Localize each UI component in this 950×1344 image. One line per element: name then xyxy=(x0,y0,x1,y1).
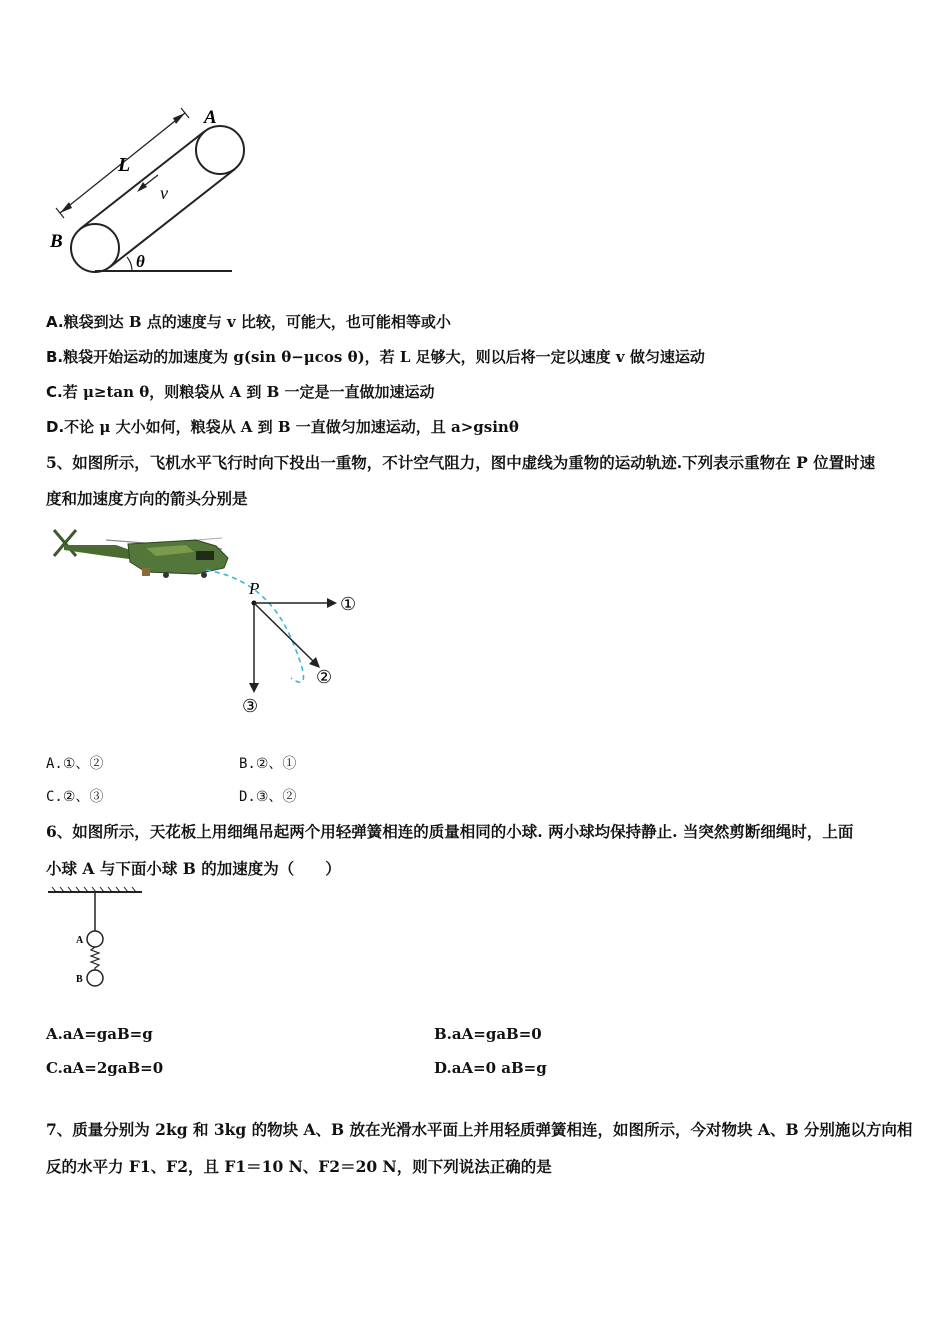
q5-option-a: A.①、② xyxy=(46,756,104,772)
ball-b-label: B xyxy=(76,974,83,985)
ball-b xyxy=(87,970,103,986)
q4-option-d: D.不论 μ 大小如何，粮袋从 A 到 B 一直做匀加速运动，且 a>gsinθ xyxy=(46,418,519,436)
conveyor-figure xyxy=(40,95,270,285)
q4-option-c: C.若 μ≥tan θ，则粮袋从 A 到 B 一定是一直做加速运动 xyxy=(46,383,435,401)
label-l: L xyxy=(118,154,131,176)
q5-option-b: B.②、① xyxy=(239,756,297,772)
q5-stem-line2: 度和加速度方向的箭头分别是 xyxy=(46,489,248,508)
helicopter-figure xyxy=(46,518,376,723)
arrow-2 xyxy=(254,603,314,662)
belt-bottom xyxy=(110,169,235,267)
tail-rotor-icon xyxy=(54,530,76,556)
q5-option-c: C.②、③ xyxy=(46,789,104,805)
arrow-2-label: ② xyxy=(316,667,333,687)
q5-stem-line1: 5、如图所示，飞机水平飞行时向下投出一重物，不计空气阻力，图中虚线为重物的运动轨迹.下列表示重物在 P 位置时速 xyxy=(46,453,876,472)
spring-balls-figure xyxy=(46,885,146,995)
q7-stem-line1: 7、质量分别为 2kg 和 3kg 的物块 A、B 放在光滑水平面上并用轻质弹簧相连，如图所示，今对物块 A、B 分别施以方向相 xyxy=(46,1120,913,1139)
q4-option-b: B.粮袋开始运动的加速度为 g(sin θ−μcos θ)，若 L 足够大，则以后将一定以速度 v 做匀速运动 xyxy=(46,348,705,366)
spring-icon xyxy=(91,947,99,970)
q6-stem-line1: 6、如图所示，天花板上用细绳吊起两个用轻弹簧相连的质量相同的小球. 两小球均保持静止. 当突然剪断细绳时，上面 xyxy=(46,822,854,841)
q6-option-d: D.aA=0 aB=g xyxy=(434,1059,547,1077)
label-p: P xyxy=(249,579,260,598)
q6-option-c: C.aA=2gaB=0 xyxy=(46,1059,164,1077)
label-v: v xyxy=(160,183,168,203)
ball-a-label: A xyxy=(76,935,84,946)
label-theta: θ xyxy=(136,252,145,271)
arrow-1-label: ① xyxy=(340,594,357,614)
belt-top xyxy=(80,131,205,229)
ball-a xyxy=(87,931,103,947)
q7-stem-line2: 反的水平力 F1、F2，且 F1＝10 N、F2＝20 N，则下列说法正确的是 xyxy=(46,1157,552,1176)
q6-stem-line2: 小球 A 与下面小球 B 的加速度为（ ） xyxy=(46,859,341,878)
arrow-3-label: ③ xyxy=(242,696,259,716)
angle-arc xyxy=(127,257,132,271)
q6-option-b: B.aA=gaB=0 xyxy=(434,1025,542,1043)
label-a: A xyxy=(204,107,217,128)
q6-option-a: A.aA=gaB=g xyxy=(46,1025,153,1043)
label-b: B xyxy=(50,231,63,252)
q4-option-a: A.粮袋到达 B 点的速度与 v 比较，可能大，也可能相等或小 xyxy=(46,313,451,331)
q5-option-d: D.③、② xyxy=(239,789,297,805)
